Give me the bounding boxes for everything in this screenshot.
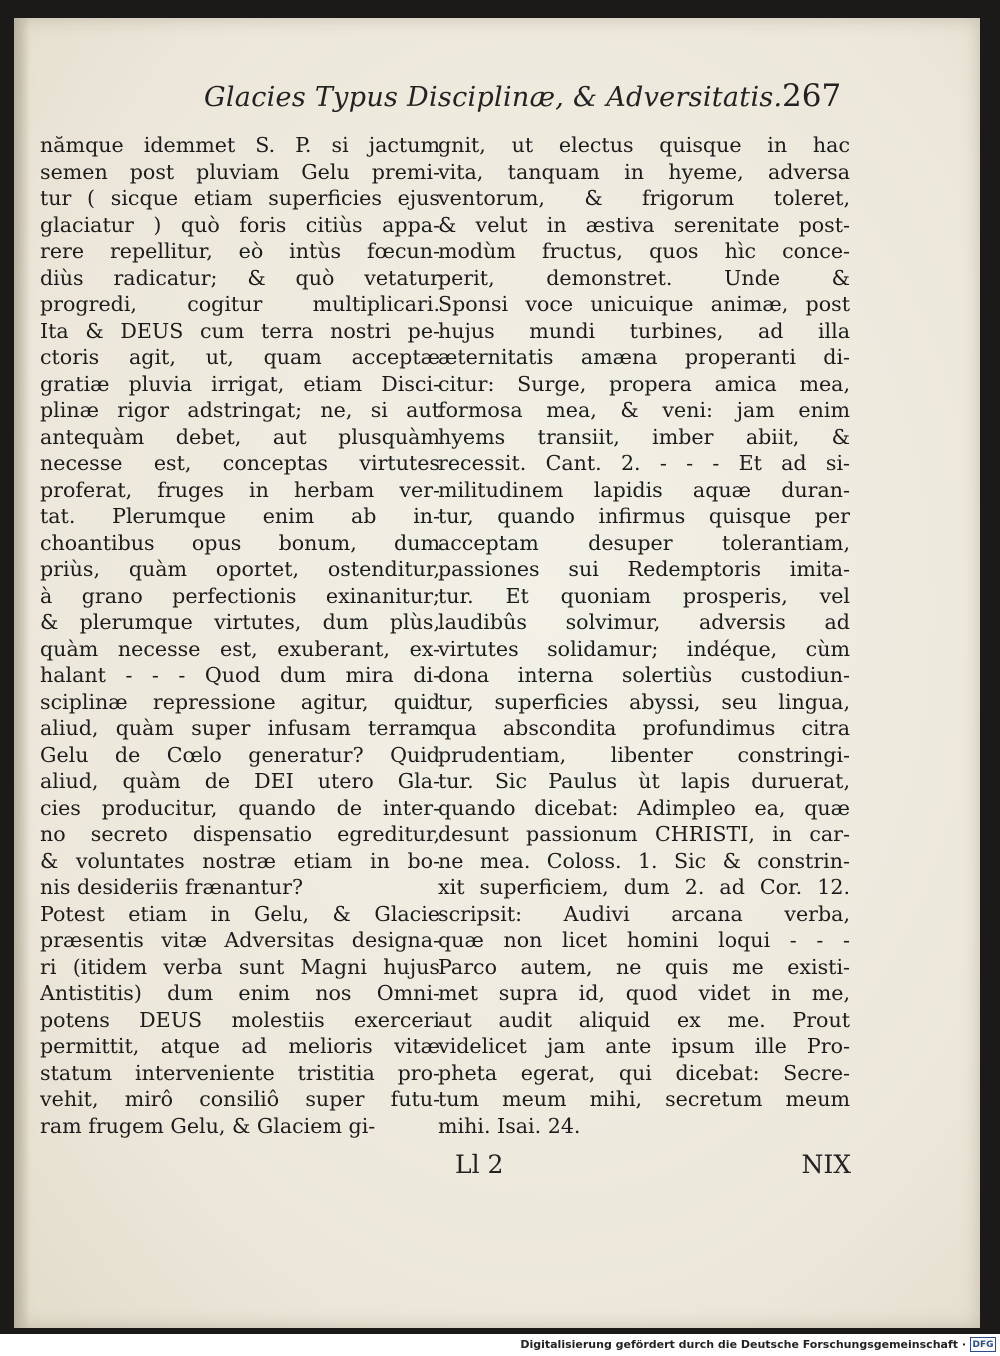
left-column-line: aliud, quàm super infusam terram [40,716,440,740]
right-column-line: mihi. Isai. 24. [438,1113,581,1138]
left-column-line: ri (itidem verba sunt Magni hujus [40,954,440,979]
right-column-line: recessit. Cant. 2. - - - Et ad si- [438,451,850,475]
right-column-line: laudibûs solvimur, adversis ad [438,610,850,634]
digitization-credit-bar [0,1334,1000,1356]
left-column-line: diùs radicatur; & quò vetatur [40,265,440,290]
signature-mark: Ll 2 [455,1150,504,1179]
right-column-line: tum meum mihi, secretum meum [438,1087,850,1111]
dfg-logo: DFG [970,1337,996,1352]
left-column-line: Antistitis) dum enim nos Omni- [40,981,440,1005]
right-column-line: ventorum, & frigorum toleret, [438,186,850,210]
left-column-line: nămque idemmet S. P. si jactum [40,133,440,157]
right-column-line: dona interna solertiùs custodiun- [438,663,850,687]
right-column-line: vita, tanquam in hyeme, adversa [438,159,850,184]
right-column-line: gnit, ut electus quisque in hac [438,133,850,157]
left-column-line: sciplinæ repressione agitur, quid [40,689,440,714]
right-column-line: quæ non licet homini loqui - - - [438,928,850,952]
right-column-line: hujus mundi turbines, ad illa [438,318,850,343]
left-column-line: no secreto dispensatio egreditur, [40,822,440,846]
right-column-line: citur: Surge, propera amica mea, [438,371,850,396]
right-column-line: virtutes solidamur; indéque, cùm [438,636,850,661]
right-column-line: xit superficiem, dum 2. ad Cor. 12. [438,875,850,899]
left-column-line: Gelu de Cœlo generatur? Quid [40,742,440,767]
left-column-line: cies producitur, quando de inter- [40,795,440,820]
left-column-line: & voluntates nostræ etiam in bo- [40,848,440,873]
right-column-line: tur, quando infirmus quisque per [438,504,850,528]
left-column-line: priùs, quàm oportet, ostenditur, [40,557,440,581]
left-column-line: gratiæ pluvia irrigat, etiam Disci- [40,371,440,396]
left-column-line: potens DEUS molestiis exerceri [40,1007,440,1032]
right-column-line: militudinem lapidis aquæ duran- [438,477,850,502]
left-column-line: plinæ rigor adstringat; ne, si aut [40,398,440,422]
right-column-line: qua abscondita profundimus citra [438,716,850,740]
left-column-line: halant - - - Quod dum mira di- [40,663,440,687]
page-header [190,80,850,128]
right-column-line: passiones sui Redemptoris imita- [438,557,850,581]
right-column-line: tur, superficies abyssi, seu lingua, [438,689,850,714]
page-gutter-shadow [14,18,30,1328]
left-column-line: ctoris agit, ut, quam acceptæ [40,345,440,369]
right-column-line: acceptam desuper tolerantiam, [438,530,850,555]
page-number: 267 [782,78,842,114]
left-column-line: semen post pluviam Gelu premi- [40,159,440,184]
right-column-line: desunt passionum CHRISTI, in car- [438,822,850,846]
left-column-line: & plerumque virtutes, dum plùs, [40,610,440,634]
left-column-line: glaciatur ) quò foris citiùs appa- [40,212,440,237]
right-column-line: modùm fructus, quos hìc conce- [438,239,850,263]
right-column-line: tur. Sic Paulus ùt lapis duruerat, [438,769,850,793]
right-column-line: formosa mea, & veni: jam enim [438,398,850,422]
left-column-line: necesse est, conceptas virtutes [40,451,440,475]
left-column-line: Potest etiam in Gelu, & Glacie [40,901,440,926]
left-column-line: tur ( sicque etiam superficies ejus [40,186,440,210]
left-column-line: præsentis vitæ Adversitas designa- [40,928,440,952]
left-column-line: permittit, atque ad melioris vitæ [40,1034,440,1058]
left-column-line: statum interveniente tristitia pro- [40,1060,440,1085]
left-text-column [40,132,440,1139]
right-column-line: aut audit aliquid ex me. Prout [438,1007,850,1032]
right-column-line: videlicet jam ante ipsum ille Pro- [438,1034,850,1058]
page-footer [455,1146,851,1186]
left-column-line: proferat, fruges in herbam ver- [40,477,440,502]
right-column-line: scripsit: Audivi arcana verba, [438,901,850,926]
right-column-line: & velut in æstiva serenitate post- [438,212,850,237]
right-column-line: ne mea. Coloss. 1. Sic & constrin- [438,848,850,873]
right-column-line: æternitatis amæna properanti di- [438,345,850,369]
left-column-line: ram frugem Gelu, & Glaciem gi- [40,1113,376,1138]
right-column-line: Parco autem, ne quis me existi- [438,954,850,979]
left-column-line: tat. Plerumque enim ab in- [40,504,440,528]
left-column-line: choantibus opus bonum, dum [40,530,440,555]
right-column-line: quando dicebat: Adimpleo ea, quæ [438,795,850,820]
right-column-line: perit, demonstret. Unde & [438,265,850,290]
right-column-line: Sponsi voce unicuique animæ, post [438,292,850,316]
left-column-line: aliud, quàm de DEI utero Gla- [40,769,440,793]
left-column-line: vehit, mirô consiliô super futu- [40,1087,440,1111]
running-title: Glacies Typus Disciplinæ, & Adversitatis. [204,82,783,113]
right-column-line: tur. Et quoniam prosperis, vel [438,583,850,608]
left-column-line: antequàm debet, aut plusquàm [40,424,440,449]
left-column-line: Ita & DEUS cum terra nostri pe- [40,318,440,343]
left-column-line: à grano perfectionis exinanitur; [40,583,440,608]
credit-text: Digitalisierung gefördert durch die Deutsche Forschungsgemeinschaft · [520,1338,966,1351]
left-column-line: quàm necesse est, exuberant, ex- [40,636,440,661]
right-column-line: met supra id, quod videt in me, [438,981,850,1005]
left-column-line: progredi, cogitur multiplicari. [40,292,440,316]
right-text-column [438,132,850,1139]
catchword: NIX [801,1150,851,1179]
right-column-line: prudentiam, libenter constringi- [438,742,850,767]
right-column-line: pheta egerat, qui dicebat: Secre- [438,1060,850,1085]
right-column-line: hyems transiit, imber abiit, & [438,424,850,449]
left-column-line: nis desideriis frænantur? [40,875,304,899]
left-column-line: rere repellitur, eò intùs fœcun- [40,239,440,263]
